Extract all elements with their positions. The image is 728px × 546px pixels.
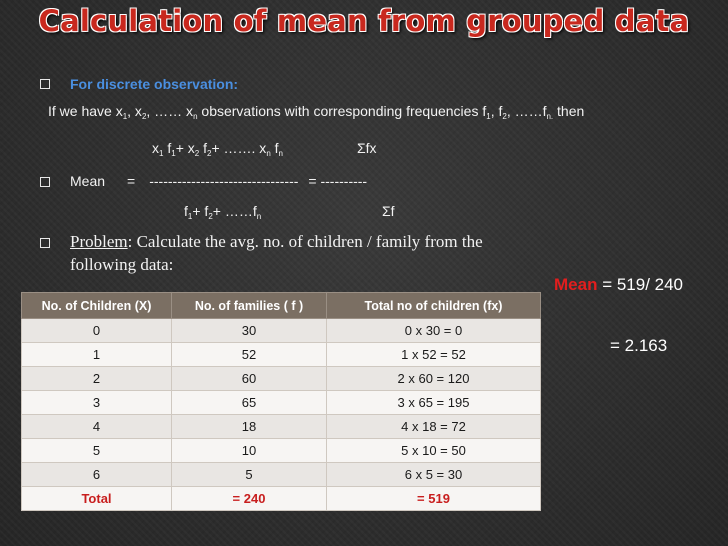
cell-x: 2 [22,367,172,391]
problem-statement: Problem: Calculate the avg. no. of children / family from the [70,232,483,251]
cell-f: 18 [172,415,327,439]
cell-x: 1 [22,343,172,367]
formula-sum-fx: Σfx [357,140,377,156]
total-f: = 240 [172,487,327,511]
bullet-square-icon [40,238,50,248]
table-row [22,463,541,487]
grouped-data-table [21,292,541,511]
problem-statement-continued: following data: [70,255,174,274]
mean-value: = 2.163 [610,336,668,355]
header-children: No. of Children (X) [22,293,172,319]
formula-numerator: $x_1$ $f_1+ x_2$ $f_2+$ ……. $x_n$ $f_n$ [152,140,283,158]
cell-f: 52 [172,343,327,367]
table-row [22,367,541,391]
cell-fx: 3 x 65 = 195 [327,391,541,415]
mean-formula-line: Mean = -------------------------------- = ---------- [70,173,368,189]
observations-sentence: If we have $x_1$, $x_2$, …… $x_n$ observations with corresponding frequencies $f_1$, $f_2$, $\dots\dots f_{n.}$ then [48,103,585,121]
cell-x: 6 [22,463,172,487]
table-row [22,439,541,463]
cell-f: 65 [172,391,327,415]
header-families: No. of families ( f ) [172,293,327,319]
cell-fx: 6 x 5 = 30 [327,463,541,487]
cell-f: 5 [172,463,327,487]
formula-sum-f: Σf [382,203,395,219]
table-total-row [22,487,541,511]
table-row [22,391,541,415]
table-row [22,319,541,343]
cell-f: 30 [172,319,327,343]
table-row [22,415,541,439]
slide-title: Calculation of mean from grouped data [38,4,690,38]
cell-f: 60 [172,367,327,391]
cell-fx: 4 x 18 = 72 [327,415,541,439]
cell-x: 5 [22,439,172,463]
cell-x: 3 [22,391,172,415]
bullet-square-icon [40,177,50,187]
discrete-observation-heading: For discrete observation: [70,76,239,92]
table-header-row [22,293,541,319]
cell-fx: 2 x 60 = 120 [327,367,541,391]
cell-fx: 1 x 52 = 52 [327,343,541,367]
cell-fx: 0 x 30 = 0 [327,319,541,343]
table-row [22,343,541,367]
header-total-children: Total no of children (fx) [327,293,541,319]
cell-fx: 5 x 10 = 50 [327,439,541,463]
cell-x: 4 [22,415,172,439]
mean-result: Mean = 519/ 240 [554,275,684,294]
total-label: Total [22,487,172,511]
bullet-square-icon [40,79,50,89]
total-fx: = 519 [327,487,541,511]
formula-denominator: $f_1+ f_2+$ $\dots\dots f_n$ [184,203,262,221]
cell-f: 10 [172,439,327,463]
cell-x: 0 [22,319,172,343]
